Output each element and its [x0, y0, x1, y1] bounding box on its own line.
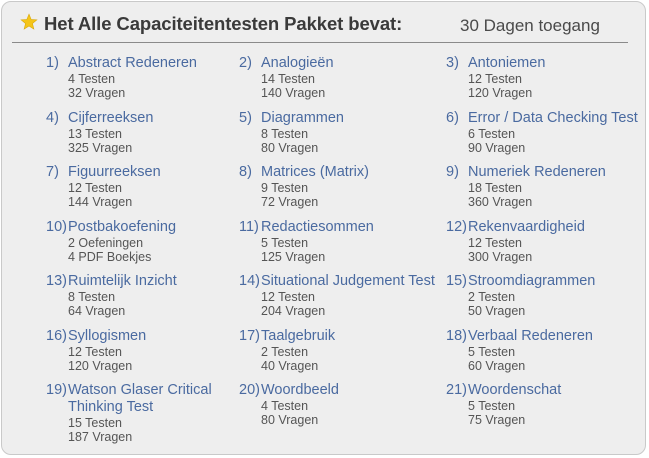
item-name: Figuurreeksen: [68, 164, 161, 180]
item-test-count: 12 Testen: [468, 72, 522, 86]
item-question-count: 50 Vragen: [468, 304, 526, 318]
item-name: Syllogismen: [68, 328, 147, 344]
item-name: Taalgebruik: [261, 328, 336, 344]
item-test-count: 2 Testen: [468, 290, 516, 304]
item-number: 20): [239, 382, 260, 398]
item-number: 5): [239, 110, 252, 126]
item-test-count: 2 Oefeningen: [68, 236, 144, 250]
item-number: 17): [239, 328, 260, 344]
item-test-count: 15 Testen: [68, 416, 122, 430]
item-question-count: 140 Vragen: [261, 86, 326, 100]
item-name: Redactiesommen: [261, 219, 374, 235]
item-name: Analogieën: [261, 55, 334, 71]
item-name: Thinking Test: [68, 399, 154, 415]
item-number: 6): [446, 110, 459, 126]
item-test-count: 5 Testen: [261, 236, 309, 250]
item-test-count: 4 Testen: [261, 399, 309, 413]
item-question-count: 4 PDF Boekjes: [68, 250, 152, 264]
item-test-count: 8 Testen: [261, 127, 309, 141]
item-question-count: 144 Vragen: [68, 195, 133, 209]
item-number: 15): [446, 273, 467, 289]
item-test-count: 5 Testen: [468, 345, 516, 359]
item-number: 7): [46, 164, 59, 180]
item-test-count: 4 Testen: [68, 72, 116, 86]
access-duration: 30 Dagen toegang: [460, 16, 600, 35]
item-question-count: 120 Vragen: [68, 359, 133, 373]
item-name: Cijferreeksen: [68, 110, 154, 126]
item-question-count: 204 Vragen: [261, 304, 326, 318]
item-question-count: 75 Vragen: [468, 413, 526, 427]
item-number: 19): [46, 382, 67, 398]
item-test-count: 12 Testen: [261, 290, 315, 304]
item-question-count: 360 Vragen: [468, 195, 533, 209]
item-name: Verbaal Redeneren: [468, 328, 593, 344]
item-test-count: 6 Testen: [468, 127, 516, 141]
item-name: Ruimtelijk Inzicht: [68, 273, 177, 289]
item-name: Antoniemen: [468, 55, 546, 71]
item-test-count: 18 Testen: [468, 181, 522, 195]
item-number: 10): [46, 219, 67, 235]
item-name: Matrices (Matrix): [261, 164, 369, 180]
item-test-count: 12 Testen: [468, 236, 522, 250]
item-number: 13): [46, 273, 67, 289]
item-question-count: 300 Vragen: [468, 250, 533, 264]
item-question-count: 64 Vragen: [68, 304, 126, 318]
item-name: Stroomdiagrammen: [468, 273, 596, 289]
item-name: Postbakoefening: [68, 219, 177, 235]
item-test-count: 2 Testen: [261, 345, 309, 359]
item-test-count: 9 Testen: [261, 181, 309, 195]
item-number: 14): [239, 273, 260, 289]
item-number: 9): [446, 164, 459, 180]
item-question-count: 32 Vragen: [68, 86, 126, 100]
item-test-count: 13 Testen: [68, 127, 122, 141]
item-number: 21): [446, 382, 467, 398]
header-divider: [12, 42, 628, 43]
item-test-count: 12 Testen: [68, 181, 122, 195]
package-header: [0, 0, 649, 44]
item-name: Abstract Redeneren: [68, 55, 197, 71]
item-test-count: 12 Testen: [68, 345, 122, 359]
item-question-count: 60 Vragen: [468, 359, 526, 373]
item-number: 12): [446, 219, 467, 235]
item-question-count: 187 Vragen: [68, 430, 133, 444]
item-test-count: 8 Testen: [68, 290, 116, 304]
item-name: Woordbeeld: [261, 382, 339, 398]
item-question-count: 80 Vragen: [261, 141, 319, 155]
item-question-count: 120 Vragen: [468, 86, 533, 100]
item-number: 1): [46, 55, 59, 71]
item-name: Situational Judgement Test: [261, 273, 435, 289]
item-question-count: 80 Vragen: [261, 413, 319, 427]
item-number: 8): [239, 164, 252, 180]
item-test-count: 14 Testen: [261, 72, 315, 86]
item-name: Error / Data Checking Test: [468, 110, 638, 126]
item-question-count: 72 Vragen: [261, 195, 319, 209]
item-name: Numeriek Redeneren: [468, 164, 606, 180]
item-question-count: 90 Vragen: [468, 141, 526, 155]
star-icon: [20, 13, 38, 31]
item-number: 2): [239, 55, 252, 71]
item-number: 18): [446, 328, 467, 344]
item-test-count: 5 Testen: [468, 399, 516, 413]
item-question-count: 40 Vragen: [261, 359, 319, 373]
item-name: Watson Glaser Critical: [68, 382, 212, 398]
package-title: Het Alle Capaciteitentesten Pakket bevat:: [44, 13, 403, 34]
item-number: 4): [46, 110, 59, 126]
item-number: 3): [446, 55, 459, 71]
item-question-count: 325 Vragen: [68, 141, 133, 155]
item-name: Diagrammen: [261, 110, 344, 126]
item-name: Woordenschat: [468, 382, 562, 398]
item-number: 16): [46, 328, 67, 344]
item-name: Rekenvaardigheid: [468, 219, 585, 235]
item-number: 11): [239, 219, 259, 235]
item-question-count: 125 Vragen: [261, 250, 326, 264]
